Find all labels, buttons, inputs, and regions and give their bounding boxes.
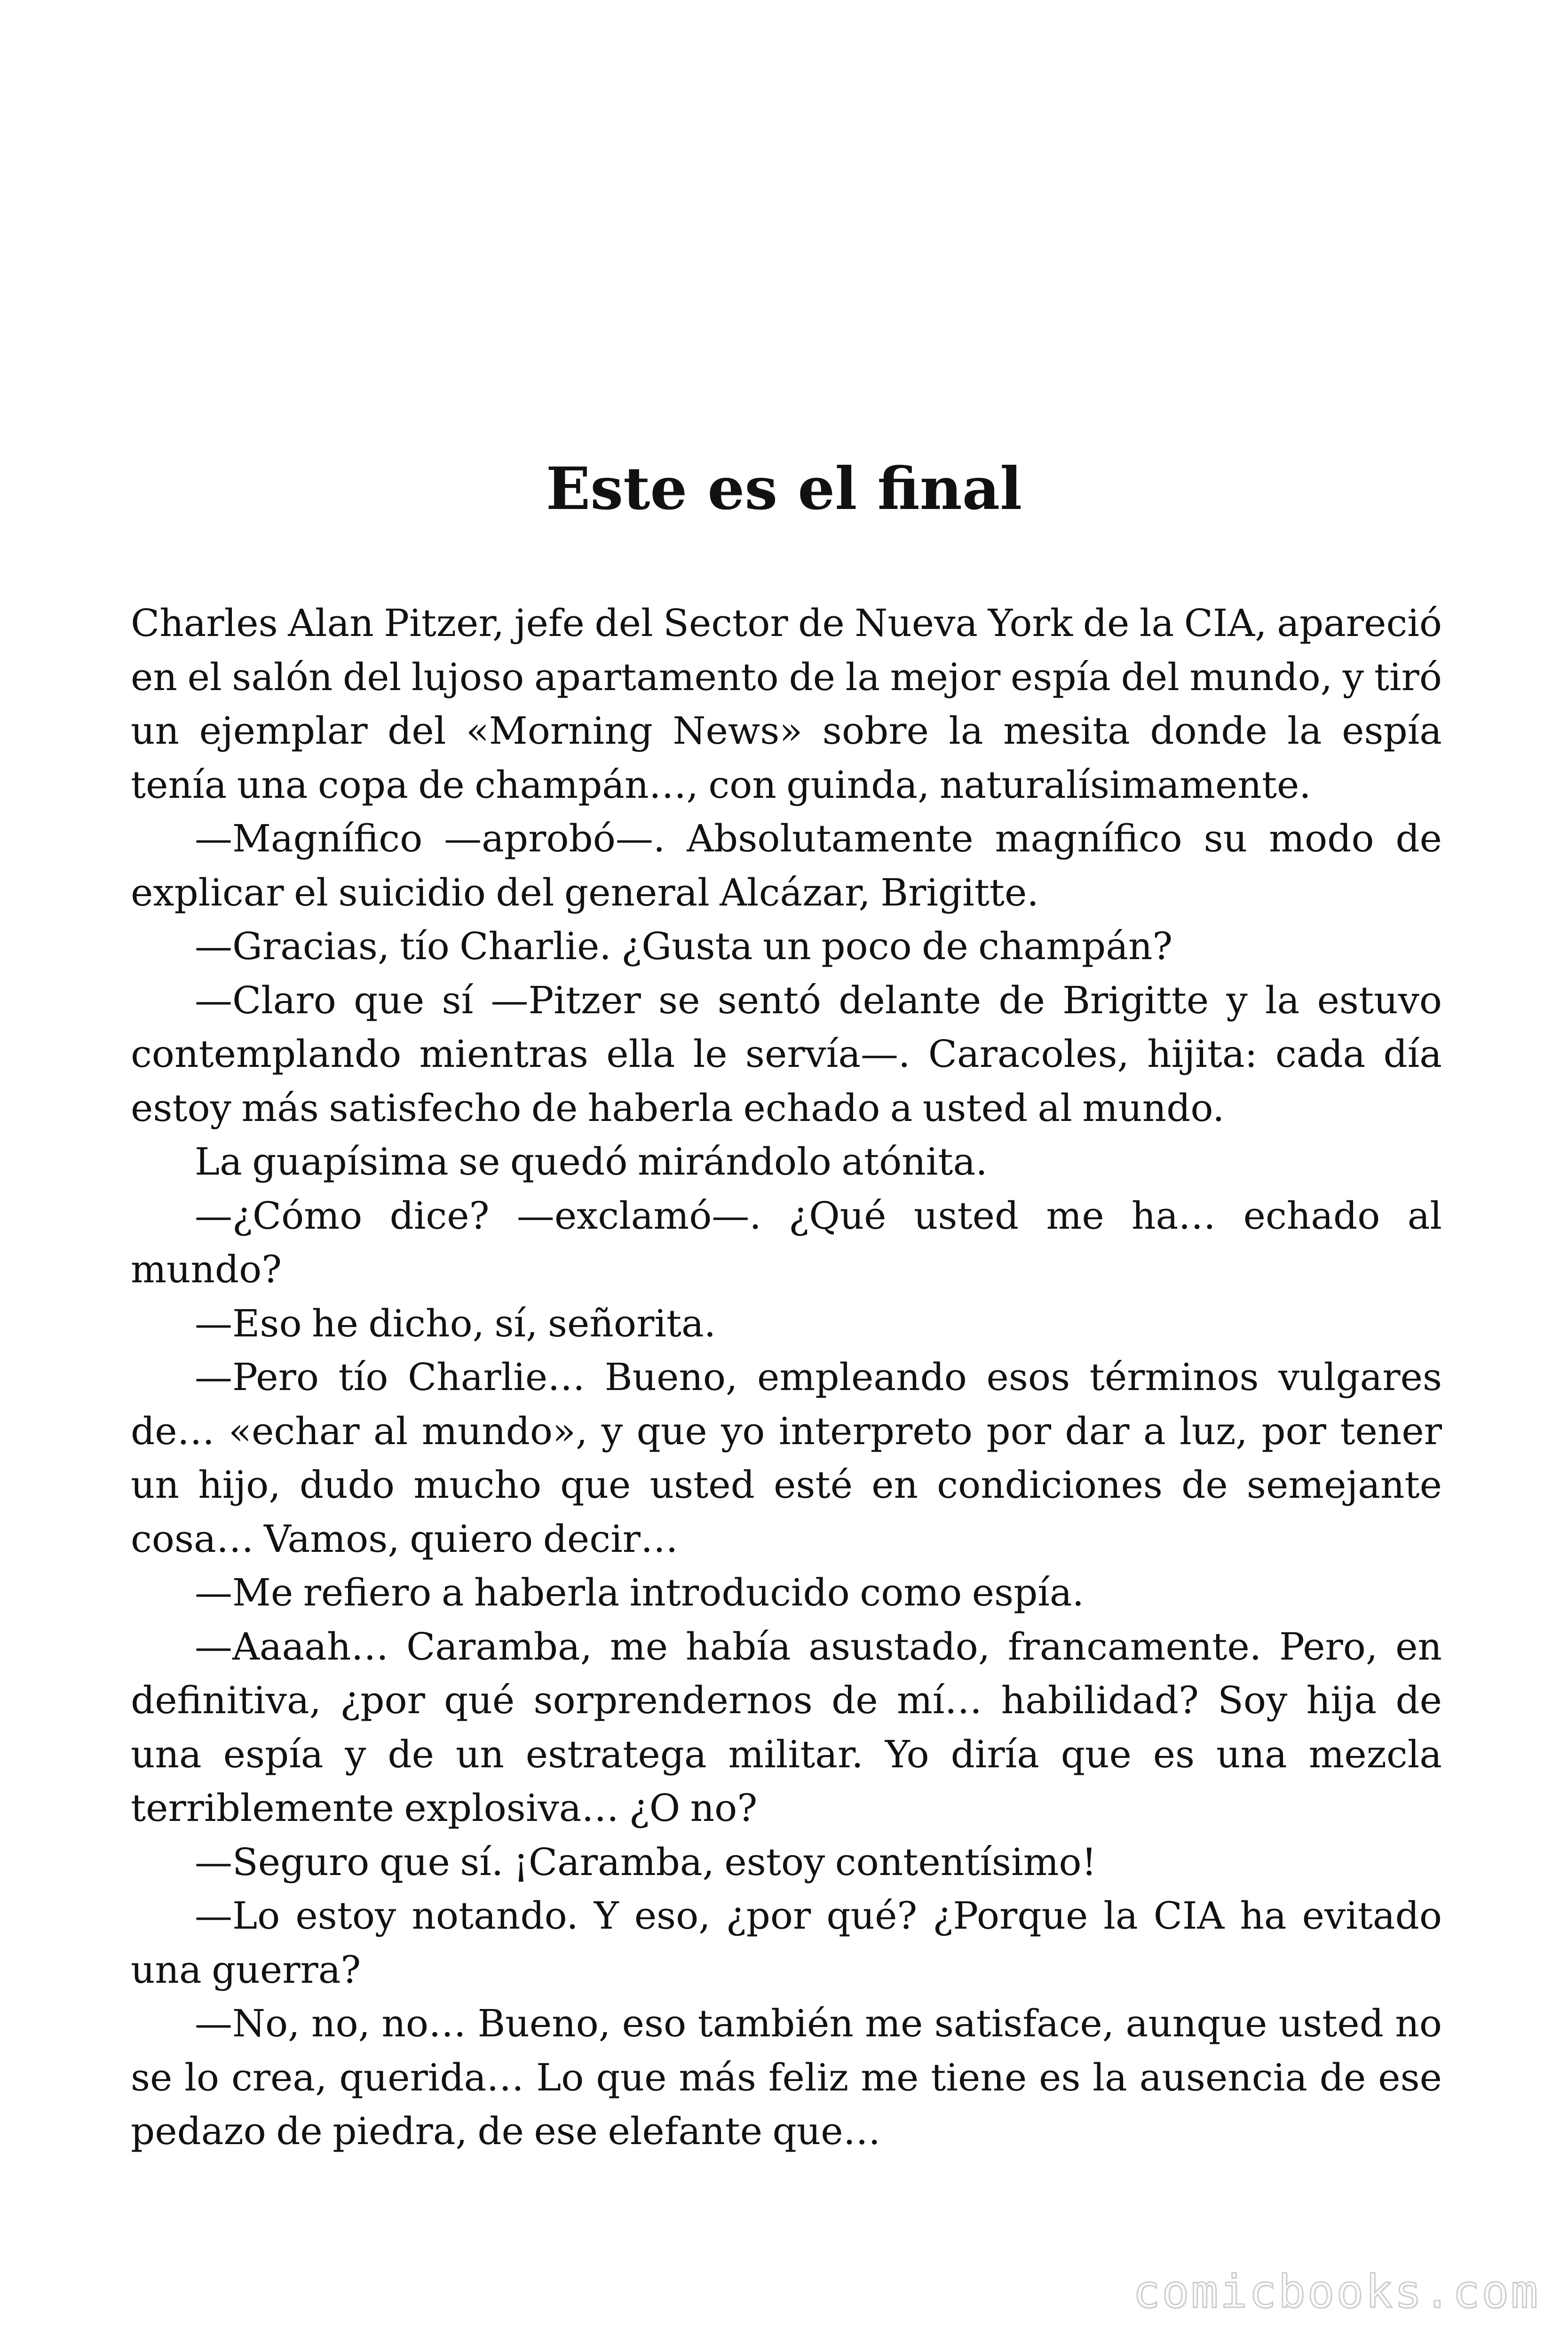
paragraph: —Gracias, tío Charlie. ¿Gusta un poco de champán?	[195, 924, 1173, 968]
paragraph: —Pero tío Charlie… Bueno, empleando esos términos vulgares de… «echar al mundo», y que yo interpreto por dar a luz, por tener un hijo, dudo mucho que usted esté en condiciones de semejante cosa… Vamos, quiero decir…	[131, 1355, 1442, 1561]
paragraph: —Seguro que sí. ¡Caramba, estoy contentísimo!	[195, 1840, 1097, 1884]
paragraph: —Aaaah… Caramba, me había asustado, francamente. Pero, en definitiva, ¿por qué sorprendernos de mí… habilidad? Soy hija de una espía y de un estratega militar. Yo diría que es una mezcla terriblemente explosiva… ¿O no?	[131, 1624, 1442, 1830]
paragraph: —¿Cómo dice? —exclamó—. ¿Qué usted me ha… echado al mundo?	[131, 1193, 1442, 1291]
paragraph: Charles Alan Pitzer, jefe del Sector de Nueva York de la CIA, apareció en el salón del lujoso apartamento de la mejor espía del mundo, y tiró un ejemplar del «Morning News» sobre la mesita donde la espía tenía una copa de champán…, con guinda, naturalísimamente.	[131, 601, 1442, 807]
paragraph: —Claro que sí —Pitzer se sentó delante de Brigitte y la estuvo contemplando mientras ella le servía—. Caracoles, hijita: cada día estoy más satisfecho de haberla echado a usted al mundo.	[131, 978, 1442, 1130]
chapter-title: Este es el final	[546, 455, 1022, 523]
paragraph: —Me refiero a haberla introducido como espía.	[195, 1571, 1084, 1614]
paragraph: —Lo estoy notando. Y eso, ¿por qué? ¿Porque la CIA ha evitado una guerra?	[131, 1894, 1442, 1992]
paragraph: —Magnífico —aprobó—. Absolutamente magnífico su modo de explicar el suicidio del general Alcázar, Brigitte.	[131, 817, 1442, 914]
paragraph: —Eso he dicho, sí, señorita.	[195, 1301, 716, 1345]
paragraph: La guapísima se quedó mirándolo atónita.	[195, 1140, 988, 1184]
watermark: comicbooks.com	[1132, 2265, 1540, 2318]
chapter-body	[131, 596, 1442, 2159]
paragraph: —No, no, no… Bueno, eso también me satisface, aunque usted no se lo crea, querida… Lo que más feliz me tiene es la ausencia de ese pedazo de piedra, de ese elefante que…	[131, 2002, 1442, 2153]
